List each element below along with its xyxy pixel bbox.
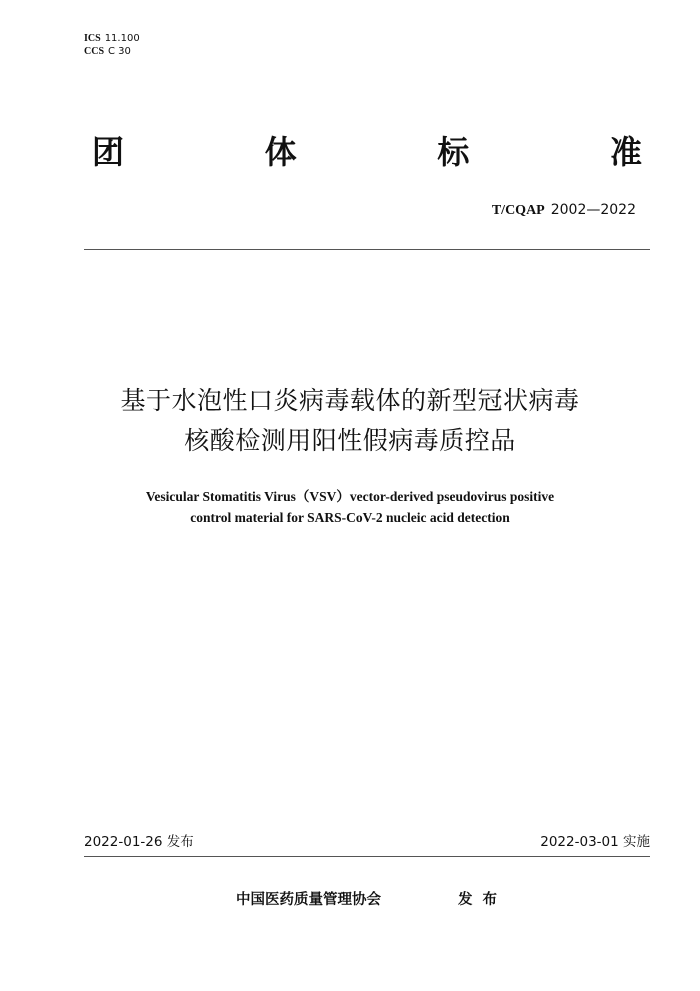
top-divider (84, 249, 650, 250)
english-title (0, 486, 700, 528)
standard-type-char: 准 (609, 133, 642, 171)
chinese-title-line-1: 基于水泡性口炎病毒载体的新型冠状病毒 (120, 386, 580, 415)
standard-number-value: 2002—2022 (550, 202, 636, 218)
standard-type-char: 团 (92, 133, 125, 171)
standard-number-prefix: T/CQAP (491, 203, 545, 218)
ics-code (84, 32, 140, 45)
standard-number (492, 201, 636, 220)
standard-type-char: 体 (264, 133, 297, 171)
standard-type-heading (92, 132, 642, 172)
ccs-value: C 30 (108, 46, 131, 57)
ics-value: 11.100 (104, 33, 140, 44)
publisher-name: 中国医药质量管理协会 (236, 892, 381, 908)
bottom-divider (84, 856, 650, 857)
issue-date: 2022-01-26 发布 (84, 834, 194, 850)
ccs-code (84, 45, 140, 58)
english-title-line-1: Vesicular Stomatitis Virus（VSV）vector-derived pseudovirus positive (145, 489, 555, 504)
ccs-label: CCS (84, 46, 105, 57)
publish-label: 发布 (458, 892, 507, 908)
chinese-title-line-2: 核酸检测用阳性假病毒质控品 (184, 426, 516, 455)
classification-codes (84, 32, 140, 58)
implementation-date: 2022-03-01 实施 (540, 834, 650, 850)
chinese-title (0, 381, 700, 461)
english-title-line-2: control material for SARS-CoV-2 nucleic acid detection (190, 510, 510, 525)
ics-label: ICS (84, 33, 101, 44)
standard-type-char: 标 (437, 133, 470, 171)
